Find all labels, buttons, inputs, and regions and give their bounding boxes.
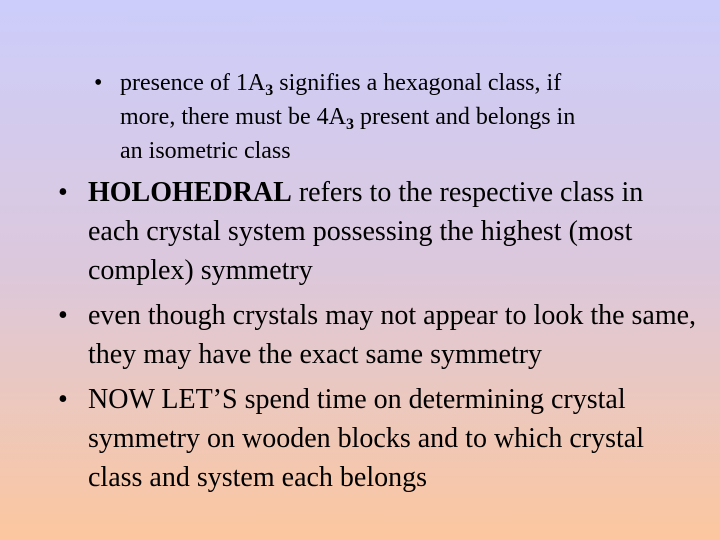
- sub-bullet-line-3: an isometric class: [120, 138, 291, 164]
- sub-bullet-line-2: [120, 100, 674, 134]
- bullet-icon: •: [58, 384, 68, 415]
- list-item-text: refers to the respective class in each crystal system possessing the highest (most complex) symmetry: [88, 177, 644, 286]
- list-item: [58, 380, 698, 497]
- list-item: [58, 173, 698, 290]
- subscript: 3: [345, 116, 354, 133]
- bullet-icon: •: [58, 300, 68, 331]
- sub-bullet-line-1: [120, 66, 674, 100]
- sub-bullet-line-1-post: signifies a hexagonal class, if: [273, 70, 562, 96]
- sub-bullet-line-2-pre: more, there must be 4A: [120, 104, 346, 130]
- bullet-icon: •: [58, 177, 68, 208]
- holohedral-term: HOLOHEDRAL: [88, 177, 292, 208]
- sub-bullet-text: [120, 66, 674, 168]
- list-item-text: even though crystals may not appear to look the same, they may have the exact same symmetry: [88, 300, 697, 370]
- sub-bullet-item: [94, 66, 674, 168]
- bullet-list: [58, 173, 698, 503]
- sub-bullet-line-2-post: present and belongs in: [353, 104, 576, 130]
- list-item: [58, 296, 698, 374]
- list-item-text: NOW LET’S spend time on determining crystal symmetry on wooden blocks and to which crystal class and system each belongs: [88, 384, 645, 493]
- subscript: 3: [265, 82, 274, 99]
- sub-bullet-line-1-pre: presence of 1A: [120, 70, 266, 96]
- bullet-icon: •: [94, 70, 103, 96]
